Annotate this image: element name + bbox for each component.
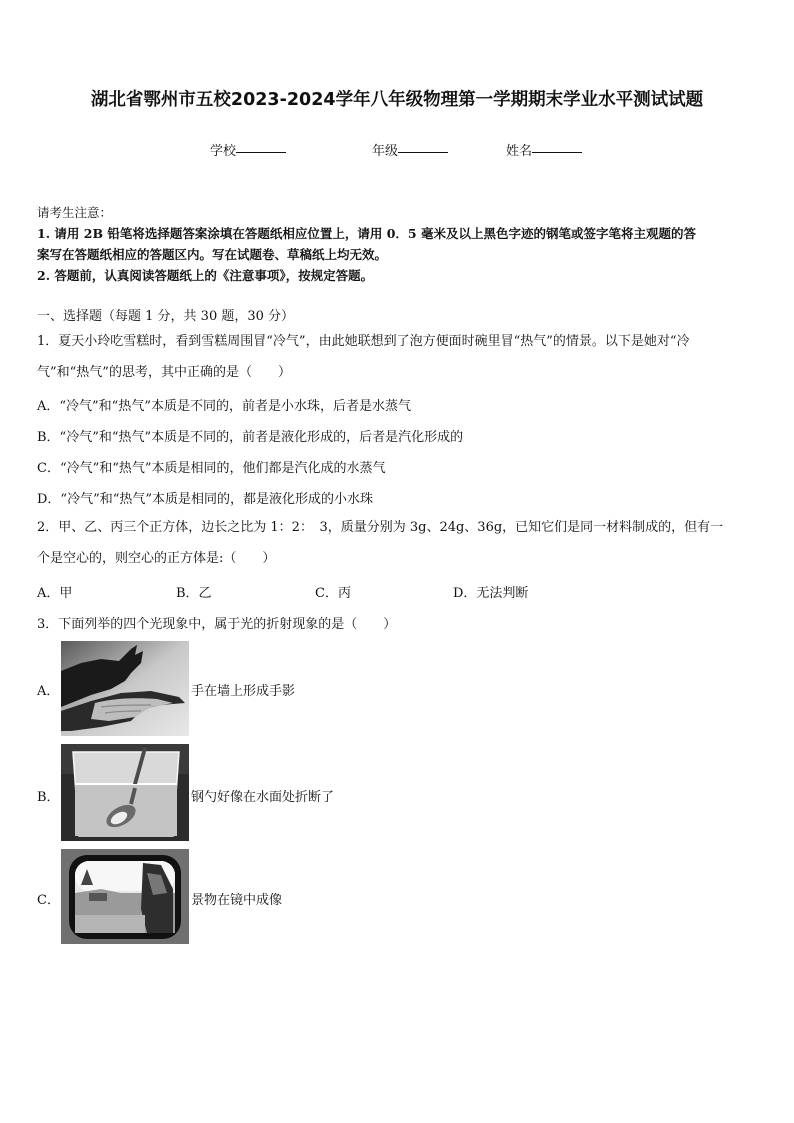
school-label: 学校 <box>210 144 237 159</box>
question-2-line-1: 2．甲、乙、丙三个正方体，边长之比为 1：2： 3，质量分别为 3g、24g、36g，已知它们是同一材料制成的，但有一 <box>37 520 724 535</box>
exam-notice <box>37 202 759 286</box>
name-label: 姓名 <box>506 144 533 159</box>
school-blank[interactable] <box>236 140 286 153</box>
question-3-option-a-text[interactable]: 手在墙上形成手影 <box>191 684 296 699</box>
school-field <box>210 140 236 159</box>
question-1 <box>37 326 759 388</box>
question-1-option-b[interactable]: B．“冷气”和“热气”本质是不同的，前者是液化形成的，后者是汽化形成的 <box>37 430 464 445</box>
spoon-in-glass-image <box>61 744 189 841</box>
grade-blank[interactable] <box>398 140 448 153</box>
notice-item-1-line-1: 1. 请用 2B 铅笔将选择题答案涂填在答题纸相应位置上，请用 0．5 毫米及以上黑色字迹的钢笔或签字笔将主观题的答 <box>37 226 696 241</box>
question-1-option-d[interactable]: D．“冷气”和“热气”本质是相同的，都是液化形成的小水珠 <box>37 492 374 507</box>
question-3-option-a-letter[interactable]: A． <box>37 684 60 699</box>
question-2-option-c[interactable]: C．丙 <box>315 586 351 601</box>
question-3-option-c-letter[interactable]: C． <box>37 893 60 908</box>
question-3-option-b-letter[interactable]: B． <box>37 790 60 805</box>
question-1-line-2: 气”和“热气”的思考，其中正确的是（ ） <box>37 365 291 380</box>
question-3-option-b-text[interactable]: 钢勺好像在水面处折断了 <box>191 790 335 805</box>
question-2-option-a[interactable]: A．甲 <box>37 586 73 601</box>
grade-label: 年级 <box>372 144 399 159</box>
question-3-option-c-text[interactable]: 景物在镜中成像 <box>191 893 283 908</box>
question-1-option-a[interactable]: A．“冷气”和“热气”本质是不同的，前者是小水珠，后者是水蒸气 <box>37 399 411 414</box>
student-info-row <box>0 140 794 160</box>
question-2-option-d[interactable]: D．无法判断 <box>453 586 529 601</box>
notice-item-2: 2. 答题前，认真阅读答题纸上的《注意事项》，按规定答题。 <box>37 268 374 283</box>
hand-shadow-image <box>61 641 189 736</box>
grade-field <box>372 140 398 159</box>
car-mirror-image <box>61 849 189 944</box>
section-heading: 一、选择题（每题 1 分，共 30 题，30 分） <box>37 309 295 324</box>
question-1-option-c[interactable]: C．“冷气”和“热气”本质是相同的，他们都是汽化成的水蒸气 <box>37 461 386 476</box>
question-2-option-b[interactable]: B．乙 <box>176 586 212 601</box>
question-2 <box>37 512 759 574</box>
question-2-line-2: 个是空心的，则空心的正方体是:（ ） <box>37 551 276 566</box>
page-title: 湖北省鄂州市五校2023-2024学年八年级物理第一学期期末学业水平测试试题 <box>90 90 704 110</box>
name-field <box>506 140 532 159</box>
name-blank[interactable] <box>532 140 582 153</box>
question-1-line-1: 1．夏天小玲吃雪糕时，看到雪糕周围冒“冷气”，由此她联想到了泡方便面时碗里冒“热气”的情景。以下是她对“冷 <box>37 334 690 349</box>
notice-heading: 请考生注意： <box>37 205 113 220</box>
notice-item-1-line-2: 案写在答题纸相应的答题区内。写在试题卷、草稿纸上均无效。 <box>37 247 388 262</box>
question-3-stem: 3．下面列举的四个光现象中，属于光的折射现象的是（ ） <box>37 617 397 632</box>
